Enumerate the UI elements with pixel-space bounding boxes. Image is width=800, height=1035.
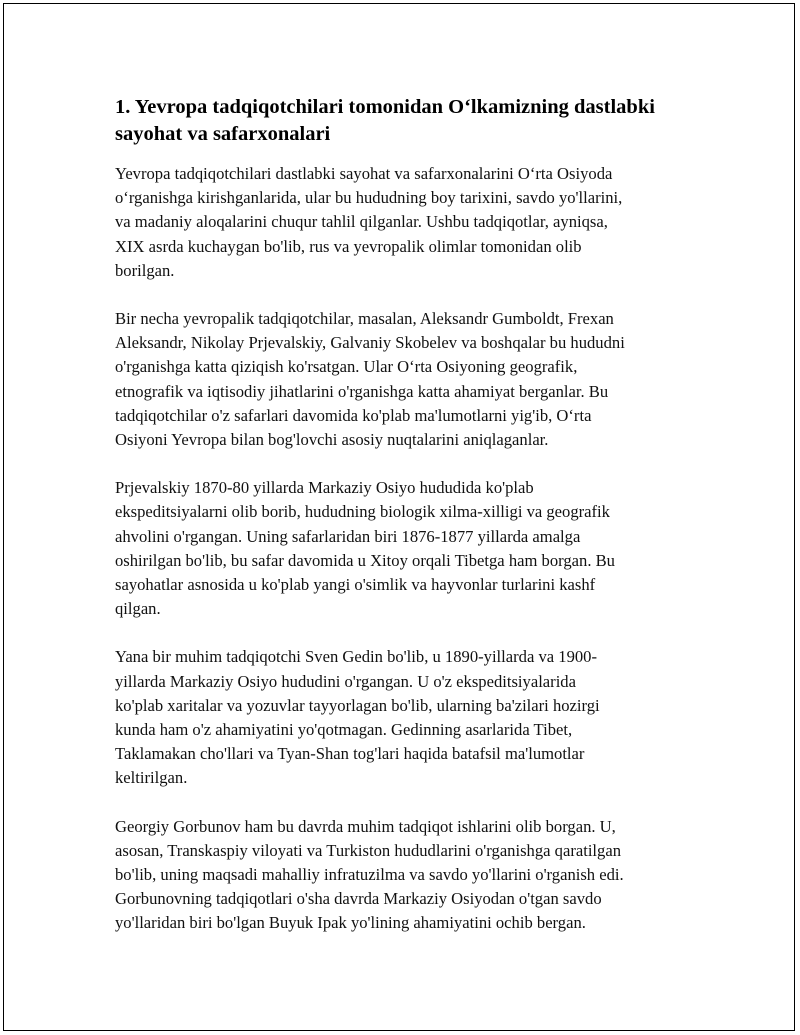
paragraph-sven-gedin: Yana bir muhim tadqiqotchi Sven Gedin bo'lib, u 1890-yillarda va 1900- yillarda Markaziy Osiyo hududini o'rgangan. U o'z ekspeditsiyalarida ko'plab xaritalar va yozuvlar tayyorlagan bo'lib, ularning ba'zilari hozirgi kunda ham o'z ahamiyatini yo'qotmagan. Gedinning asarlarida Tibet, Taklamakan cho'llari va Tyan-Shan tog'lari haqida batafsil ma'lumotlar keltirilgan.: [115, 647, 600, 788]
paragraph-prjevalskiy: Prjevalskiy 1870-80 yillarda Markaziy Osiyo hududida ko'plab ekspeditsiyalarni olib borib, hududning biologik xilma-xilligi va geografik ahvolini o'rgangan. Uning safarlaridan biri 1876-1877 yillarda amalga oshirilgan bo'lib, bu safar davomida u Xitoy orqali Tibetga ham borgan. Bu sayohatlar asnosida u ko'plab yangi o'simlik va hayvonlar turlarini kashf qilgan.: [115, 478, 615, 619]
paragraph-intro: Yevropa tadqiqotchilari dastlabki sayohat va safarxonalarini O‘rta Osiyoda o‘rganishga kirishganlarida, ular bu hududning boy tarixini, savdo yo'llarini, va madaniy aloqalarini chuqur tahlil qilganlar. Ushbu tadqiqotlar, ayniqsa, XIX asrda kuchaygan bo'lib, rus va yevropalik olimlar tomonidan olib borilgan.: [115, 164, 623, 280]
document-body: [115, 94, 695, 960]
paragraph-researchers: Bir necha yevropalik tadqiqotchilar, masalan, Aleksandr Gumboldt, Frexan Aleksandr, Nikolay Prjevalskiy, Galvaniy Skobelev va boshqalar bu hududni o'rganishga katta qiziqish ko'rsatgan. Ular O‘rta Osiyoning geografik, etnografik va iqtisodiy jihatlarini o'rganishga katta ahamiyat berganlar. Bu tadqiqotchilar o'z safarlari davomida ko'plab ma'lumotlarni yig'ib, O‘rta Osiyoni Yevropa bilan bog'lovchi asosiy nuqtalarini aniqlaganlar.: [115, 309, 625, 450]
section-heading: 1. Yevropa tadqiqotchilari tomonidan O‘lkamizning dastlabki sayohat va safarxonalari: [115, 96, 655, 145]
paragraph-gorbunov: Georgiy Gorbunov ham bu davrda muhim tadqiqot ishlarini olib borgan. U, asosan, Transkaspiy viloyati va Turkiston hududlarini o'rganishga qaratilgan bo'lib, uning maqsadi mahalliy infratuzilma va savdo yo'llarini o'rganish edi. Gorbunovning tadqiqotlari o'sha davrda Markaziy Osiyodan o'tgan savdo yo'llaridan biri bo'lgan Buyuk Ipak yo'lining ahamiyatini ochib bergan.: [115, 816, 624, 933]
